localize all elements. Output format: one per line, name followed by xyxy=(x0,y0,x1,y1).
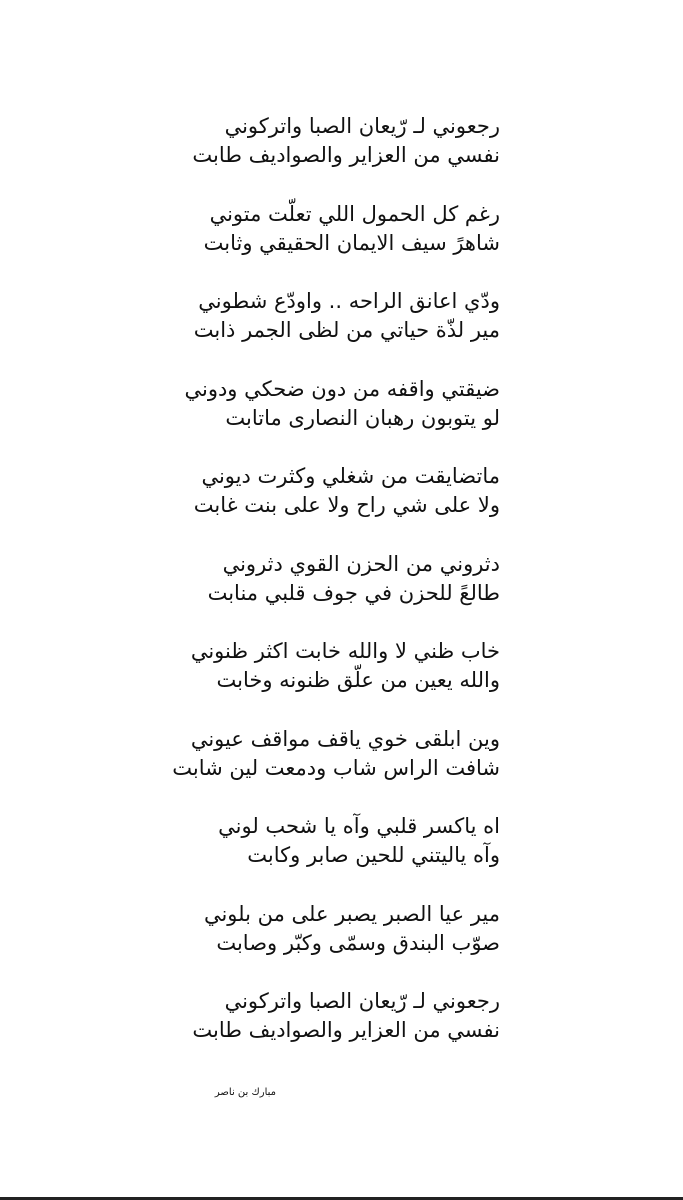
verse-line: لو يتوبون رهبان النصارى ماتابت xyxy=(225,405,500,430)
stanza-10 xyxy=(170,900,500,988)
stanza-3 xyxy=(170,287,500,375)
verse-line: نفسي من العزاير والصواديف طابت xyxy=(192,143,500,167)
stanza-9 xyxy=(170,812,500,900)
verse-line: رجعوني لـ رّيعان الصبا واتركوني xyxy=(224,989,500,1013)
stanza-2 xyxy=(170,200,500,288)
verse-line: مير لذّة حياتي من لظى الجمر ذابت xyxy=(193,318,500,342)
verse-line: شاهرً سيف الايمان الحقيقي وثابت xyxy=(203,230,500,255)
verse-line: طالعً للحزن في جوف قلبي منابت xyxy=(207,580,500,605)
verse-line: نفسي من العزاير والصواديف طابت xyxy=(192,1018,500,1042)
verse-line: صوّب البندق وسمّى وكبّر وصابت xyxy=(216,930,500,955)
verse-line: رجعوني لـ رّيعان الصبا واتركوني xyxy=(224,114,500,138)
stanza-5 xyxy=(170,462,500,550)
verse-line: ودّي اعانق الراحه .. واودّع شطوني xyxy=(198,289,500,313)
verse-line: وين ابلقى خوي ياقف مواقف عيوني xyxy=(190,726,500,751)
author-signature: مبارك بن ناصر xyxy=(214,1087,276,1098)
stanza-11 xyxy=(170,987,500,1075)
stanza-1 xyxy=(170,112,500,200)
verse-line: ضيقتي واقفه من دون ضحكي ودوني xyxy=(184,376,500,401)
verse-line: دثروني من الحزن القوي دثروني xyxy=(222,551,500,576)
verse-line: مير عيا الصبر يصبر على من بلوني xyxy=(203,901,500,926)
verse-line: والله يعين من علّق ظنونه وخابت xyxy=(216,668,500,692)
verse-line: ولا على شي راح ولا على بنت غابت xyxy=(193,493,500,517)
stanza-8 xyxy=(170,725,500,813)
verse-line: شافت الراس شاب ودمعت لين شابت xyxy=(172,755,500,780)
verse-line: رغم كل الحمول اللي تعلّت متوني xyxy=(209,201,500,226)
verse-line: وآه ياليتني للحين صابر وكابت xyxy=(247,843,500,867)
stanza-7 xyxy=(170,637,500,725)
stanza-4 xyxy=(170,375,500,463)
verse-line: ماتضايقت من شغلي وكثرت ديوني xyxy=(201,464,500,488)
poem xyxy=(170,112,500,1075)
verse-line: اه ياكسر قلبي وآه يا شحب لوني xyxy=(218,814,500,838)
verse-line: خاب ظني لا والله خابت اكثر ظنوني xyxy=(190,639,500,663)
stanza-6 xyxy=(170,550,500,638)
